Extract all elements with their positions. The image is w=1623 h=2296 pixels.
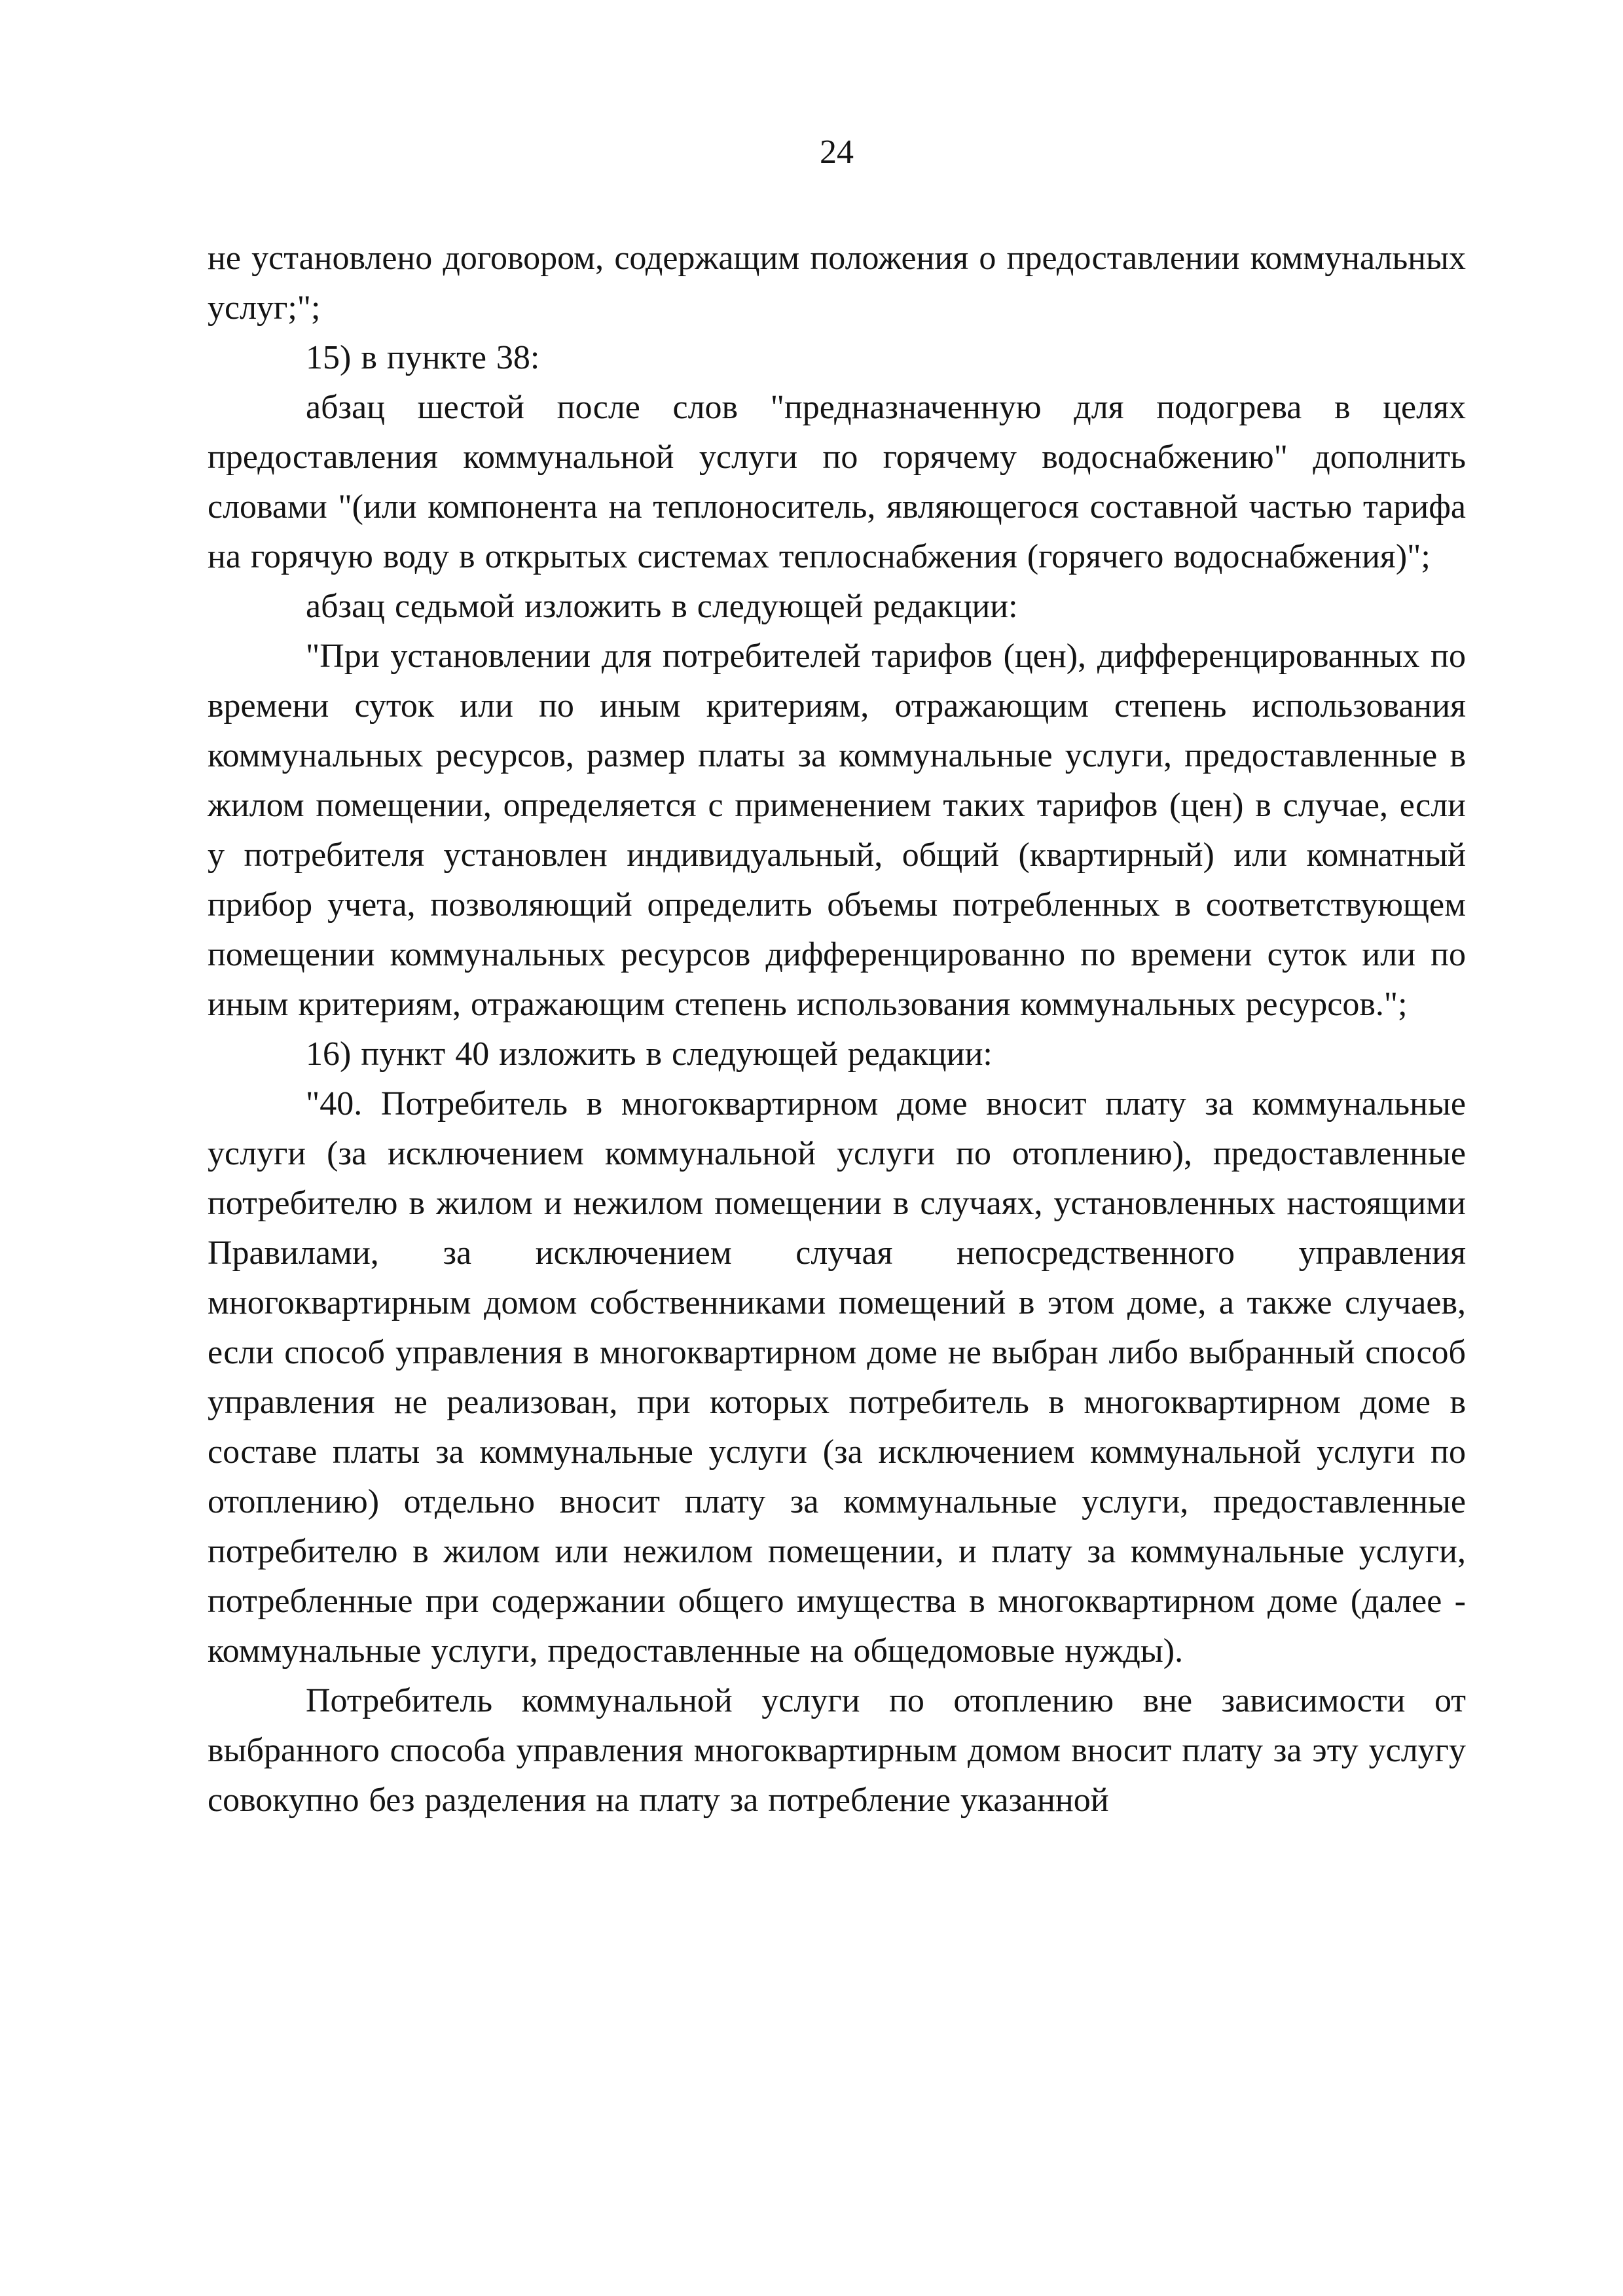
paragraph-item-15: 15) в пункте 38: [306, 339, 540, 376]
paragraph-tariffs-quote: "При установлении для потребителей тарифов (цен), дифференцированных по времени суток или по иным критериям, отражающим степень использования коммунальных ресурсов, размер платы за коммунальные услуги, предоставленные в жилом помещении, определяется с применением таких тарифов (цен) в случае, если у потребителя установлен индивидуальный, общий (квартирный) или комнатный прибор учета, позволяющий определить объемы потребленных в соответствующем помещении коммунальных ресурсов дифференцированно по времени суток или по иным критериям, отражающим степень использования коммунальных ресурсов."; [208, 637, 1466, 1023]
paragraph-abzats-6: абзац шестой после слов "предназначенную для подогрева в целях предоставления коммунальной услуги по горячему водоснабжению" дополнить словами "(или компонента на теплоноситель, являющегося составной частью тарифа на горячую воду в открытых системах теплоснабжения (горячего водоснабжения)"; [208, 389, 1466, 575]
paragraph-continuation: не установлено договором, содержащим положения о предоставлении коммунальных услуг;"; [208, 240, 1466, 327]
paragraph-abzats-7-intro: абзац седьмой изложить в следующей редакции: [306, 588, 1018, 625]
paragraph-heating-payment: Потребитель коммунальной услуги по отоплению вне зависимости от выбранного способа управления многоквартирным домом вносит плату за эту услугу совокупно без разделения на плату за потребление указанной [208, 1682, 1466, 1819]
document-body [208, 234, 1466, 1825]
paragraph-item-16: 16) пункт 40 изложить в следующей редакции: [306, 1035, 993, 1073]
paragraph-point-40: "40. Потребитель в многоквартирном доме вносит плату за коммунальные услуги (за исключением коммунальной услуги по отоплению), предоставленные потребителю в жилом и нежилом помещении в случаях, установленных настоящими Правилами, за исключением случая непосредственного управления многоквартирным домом собственниками помещений в этом доме, а также случаев, если способ управления в многоквартирном доме не выбран либо выбранный способ управления не реализован, при которых потребитель в многоквартирном доме в составе платы за коммунальные услуги (за исключением коммунальной услуги по отоплению) отдельно вносит плату за коммунальные услуги, предоставленные потребителю в жилом или нежилом помещении, и плату за коммунальные услуги, потребленные при содержании общего имущества в многоквартирном доме (далее - коммунальные услуги, предоставленные на общедомовые нужды). [208, 1085, 1466, 1670]
page-number: 24 [820, 134, 854, 171]
